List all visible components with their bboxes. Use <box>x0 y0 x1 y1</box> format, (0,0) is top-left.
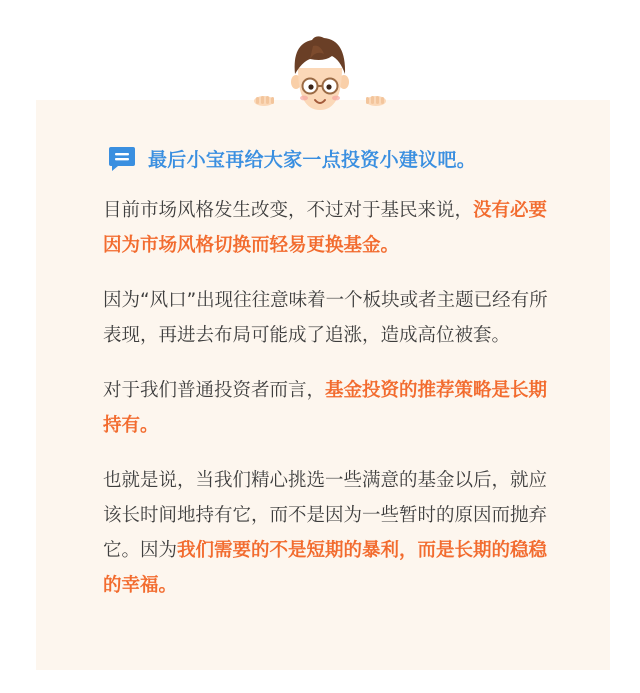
highlight-text: 基金投资的推荐策略是长期持有。 <box>103 380 548 436</box>
section-title: 最后小宝再给大家一点投资小建议吧。 <box>148 149 477 171</box>
paragraph-2 <box>103 283 555 353</box>
paragraph-3 <box>103 373 555 443</box>
article-body <box>103 193 555 623</box>
paragraph-4 <box>103 463 555 603</box>
chat-bubble-icon <box>108 146 136 172</box>
highlight-text: 没有必要因为市场风格切换而轻易更换基金。 <box>103 200 548 256</box>
paragraph-1 <box>103 193 555 263</box>
paragraph-text: 目前市场风格发生改变，不过对于基民来说， <box>103 200 474 221</box>
paragraph-text: 对于我们普通投资者而言， <box>103 380 326 401</box>
highlight-text: 我们需要的不是短期的暴利，而是长期的稳稳的幸福。 <box>103 540 548 596</box>
mascot-boy-icon <box>250 32 390 112</box>
title-row <box>108 145 476 172</box>
paragraph-text: 因为“风口”出现往往意味着一个板块或者主题已经有所表现，再进去布局可能成了追涨，造成高位被套。 <box>103 290 548 346</box>
right-hand-icon <box>366 96 386 106</box>
paragraph-text: 也就是说，当我们精心挑选一些满意的基金以后，就应该长时间地持有它，而不是因为一些暂时的原因而抛弃它。因为 <box>103 470 548 561</box>
left-hand-icon <box>254 96 274 106</box>
